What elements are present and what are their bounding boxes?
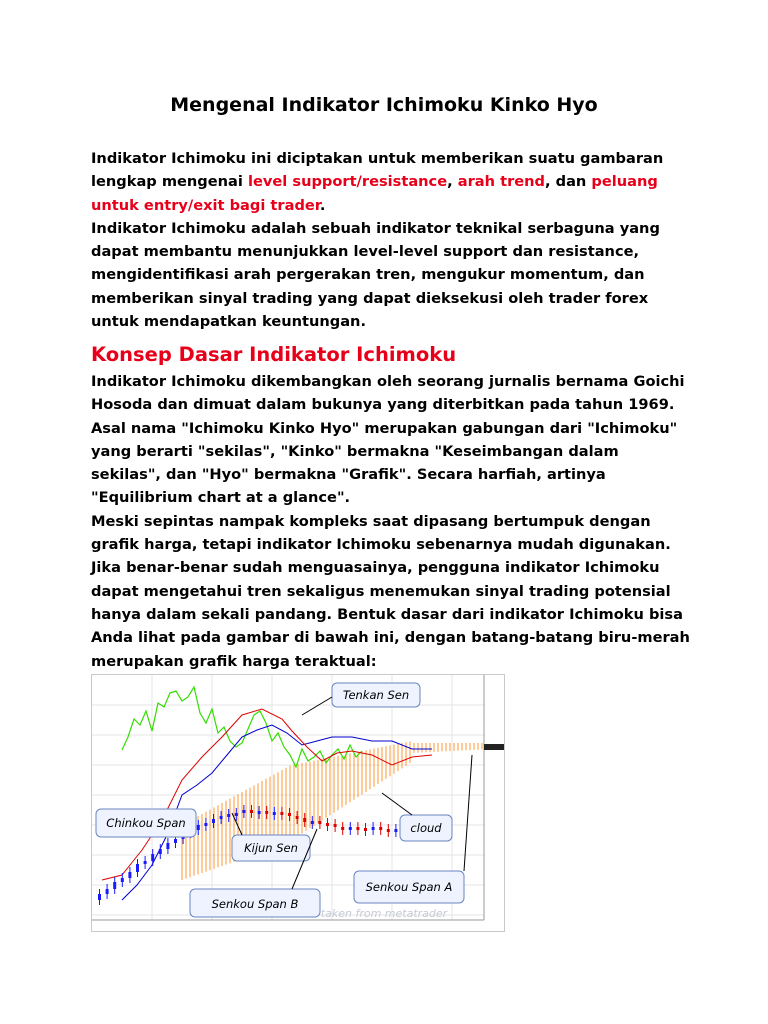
candle-body [98, 894, 101, 900]
candle-body [318, 821, 321, 824]
callout-label: cloud [410, 821, 442, 835]
candle-body [197, 825, 200, 830]
intro-text: Indikator Ichimoku ini diciptakan untuk memberikan suatu gambaran lengkap mengenai [91, 150, 664, 191]
candle-body [242, 810, 245, 813]
candle-body [113, 882, 116, 889]
candle-body [265, 811, 268, 814]
candle-body [356, 827, 359, 830]
candle-body [296, 816, 299, 819]
candle-body [288, 813, 291, 816]
section-heading: Konsep Dasar Indikator Ichimoku [91, 343, 457, 366]
candle-body [349, 827, 352, 830]
candle-body [220, 816, 223, 819]
callout-label: Chinkou Span [106, 816, 186, 830]
callout-pointer [464, 755, 472, 871]
candle-body [326, 823, 329, 826]
candle-body [235, 813, 238, 816]
intro-separator: , [447, 173, 458, 191]
candle-body [372, 827, 375, 830]
candle-body [250, 810, 253, 813]
candle-body [379, 827, 382, 830]
watermark: taken from metatrader [320, 907, 448, 920]
callout-tenkan-sen [302, 683, 420, 715]
candle-body [212, 819, 215, 823]
candle-body [394, 829, 397, 832]
callout-pointer [382, 793, 412, 815]
ichimoku-chart-svg [92, 675, 504, 931]
candle-body [341, 827, 344, 830]
chinkou-span-line [122, 687, 362, 767]
callout-label: Kijun Sen [244, 841, 298, 855]
candle-body [280, 812, 283, 815]
candle-body [227, 814, 230, 817]
candle-body [166, 843, 169, 849]
ichimoku-chart-figure [91, 674, 505, 932]
candle-body [258, 811, 261, 814]
candle-body [387, 829, 390, 832]
candle-body [311, 821, 314, 824]
intro-separator: , dan [545, 173, 592, 191]
candle-body [303, 818, 306, 822]
candle-body [128, 872, 131, 878]
callout-label: Tenkan Sen [342, 688, 410, 702]
callout-chinkou-span [96, 809, 196, 837]
candle-body [334, 824, 337, 827]
price-marker [484, 744, 504, 750]
page-title: Mengenal Indikator Ichimoku Kinko Hyo [170, 94, 598, 116]
candle-body [159, 849, 162, 854]
candle-body [204, 823, 207, 826]
candle-body [106, 889, 109, 894]
candle-body [151, 854, 154, 861]
candle-body [273, 812, 276, 815]
highlight-trend-direction: arah trend [457, 173, 546, 191]
callout-label: Senkou Span A [365, 880, 453, 894]
candle-body [144, 861, 147, 864]
intro-paragraph-2: Indikator Ichimoku adalah sebuah indikator teknikal serbaguna yang dapat membantu menunjukkan level-level support dan resistance, mengidentifikasi arah pergerakan tren, mengukur momentum, dan memberikan sinyal trading yang dapat dieksekusi oleh trader forex untuk mendapatkan keuntungan. [91, 219, 660, 331]
intro-end: . [319, 196, 326, 214]
callout-pointer [302, 697, 332, 715]
callout-label: Senkou Span B [211, 897, 299, 911]
candle-body [121, 878, 124, 882]
section-paragraph-1: Indikator Ichimoku dikembangkan oleh seorang jurnalis bernama Goichi Hosoda dan dimuat dalam bukunya yang diterbitkan pada tahun 1969. Asal nama "Ichimoku Kinko Hyo" merupakan gabungan dari "Ichimoku" yang berarti "sekilas", "Kinko" bermakna "Keseimbangan dalam sekilas", dan "Hyo" bermakna "Grafik". Secara harfiah, artinya "Equilibrium chart at a glance". [91, 373, 685, 507]
candle-body [364, 828, 367, 831]
intro-paragraph [91, 147, 691, 333]
candle-body [174, 839, 177, 843]
section-paragraph-2: Meski sepintas nampak kompleks saat dipasang bertumpuk dengan grafik harga, tetapi indikator Ichimoku sebenarnya mudah digunakan. Jika benar-benar sudah menguasainya, pengguna indikator Ichimoku dapat mengetahui tren sekaligus menemukan sinyal trading potensial hanya dalam sekali pandang. Bentuk dasar dari indikator Ichimoku bisa Anda lihat pada gambar di bawah ini, dengan batang-batang biru-merah merupakan grafik harga teraktual: [91, 512, 690, 670]
section-paragraph [91, 370, 691, 673]
highlight-support-resistance: level support/resistance [247, 173, 448, 191]
highlight-entry-exit: peluang untuk entry/exit bagi trader [91, 173, 658, 214]
candle-body [136, 864, 139, 872]
